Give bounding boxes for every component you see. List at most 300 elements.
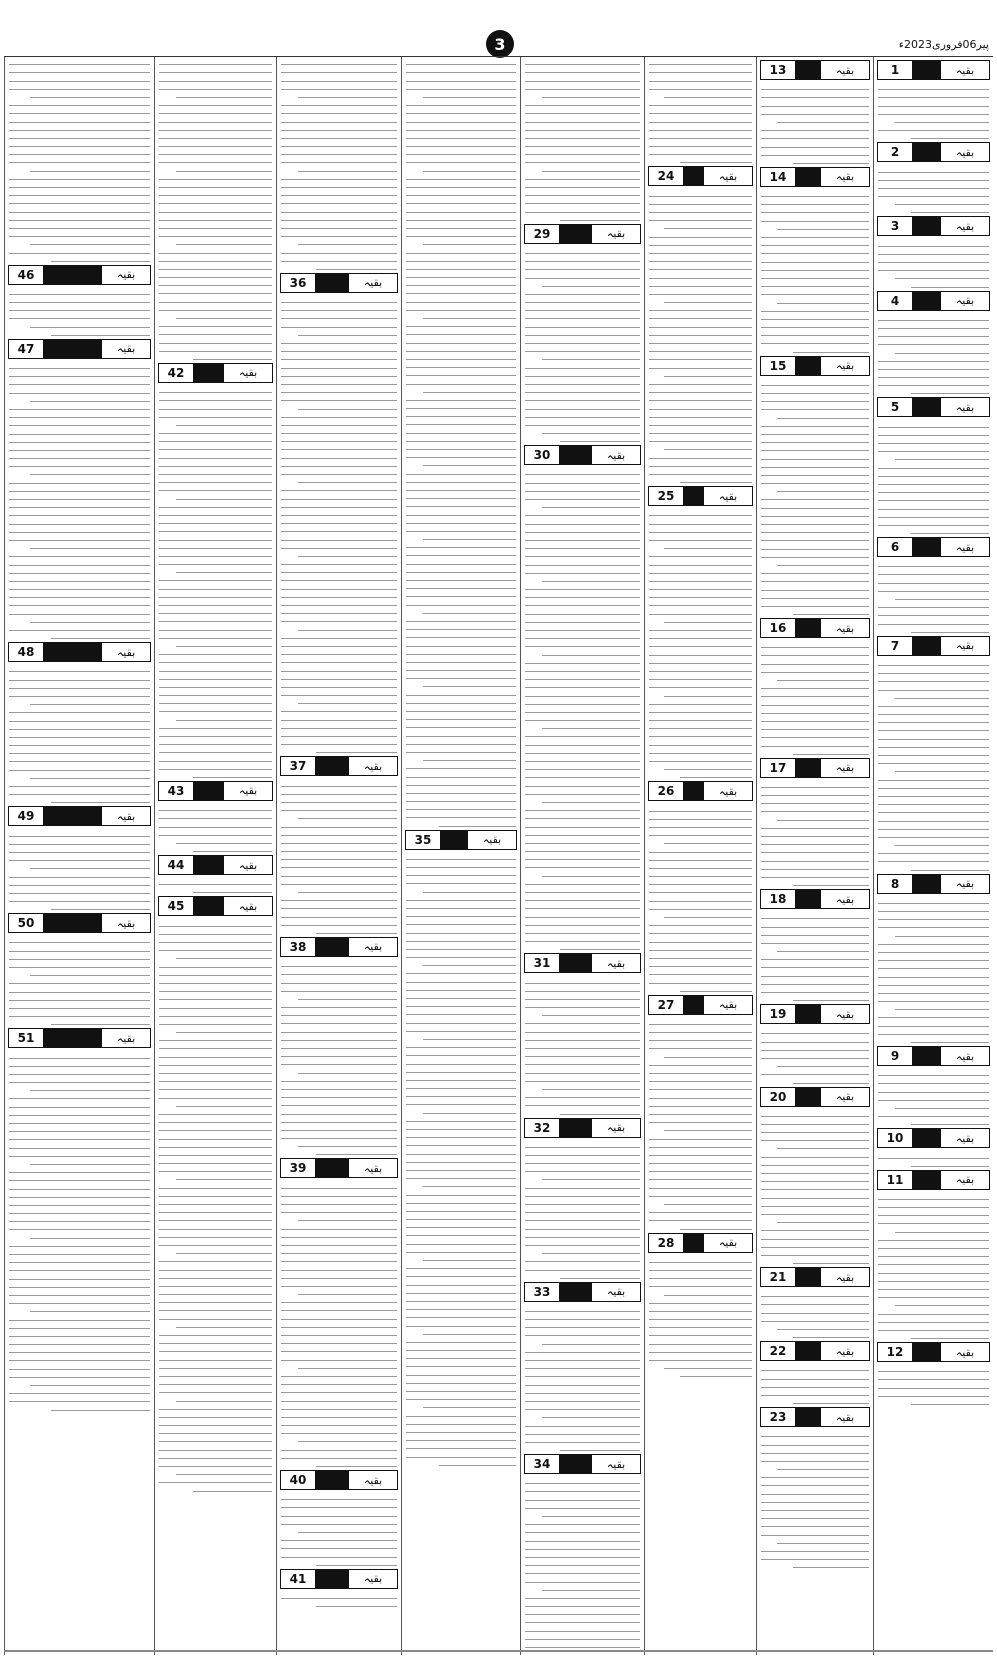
tag-bar [796, 890, 821, 908]
text-line [406, 564, 516, 565]
text-line [761, 1042, 869, 1043]
text-line [525, 1237, 640, 1238]
text-line [159, 458, 272, 459]
continuation-number: 15 [761, 357, 796, 375]
text-line [911, 1404, 989, 1405]
text-line [281, 794, 397, 795]
text-line [761, 828, 869, 829]
text-line [525, 1409, 640, 1410]
text-line [406, 1170, 516, 1171]
text-line [406, 588, 516, 589]
text-line [649, 663, 752, 664]
text-line [525, 491, 640, 492]
text-line [406, 1252, 516, 1253]
text-line [878, 1223, 989, 1224]
text-line [406, 1203, 516, 1204]
continuation-tag [8, 806, 151, 826]
text-line [159, 983, 272, 984]
text-line [281, 441, 397, 442]
text-line [406, 1055, 516, 1056]
text-line [159, 351, 272, 352]
text-line [525, 187, 640, 188]
text-line [159, 523, 272, 524]
text-line [281, 621, 397, 622]
text-line [281, 1130, 397, 1131]
continuation-label: بقیہ [224, 364, 272, 382]
continuation-tag [280, 1470, 398, 1490]
text-line [761, 1321, 869, 1322]
text-line [9, 187, 150, 188]
text-line [761, 1551, 869, 1552]
text-line [9, 89, 150, 90]
article-text-block [159, 918, 272, 1491]
text-line [525, 1426, 640, 1427]
text-line [525, 859, 640, 860]
text-line [406, 506, 516, 507]
text-line [281, 1261, 397, 1262]
text-line [649, 1188, 752, 1189]
text-line [649, 466, 752, 467]
text-line [159, 613, 272, 614]
text-line [159, 1188, 272, 1189]
text-line [9, 1344, 150, 1345]
text-line [281, 400, 397, 401]
text-line [406, 1137, 516, 1138]
tag-bar [796, 357, 821, 375]
text-line [406, 990, 516, 991]
text-line [281, 827, 397, 828]
text-line [9, 770, 150, 771]
text-line [761, 1050, 869, 1051]
text-line [793, 1000, 869, 1001]
text-line [761, 1206, 869, 1207]
text-line [281, 1343, 397, 1344]
text-line [649, 1139, 752, 1140]
text-line [281, 368, 397, 369]
continuation-number: 12 [878, 1343, 913, 1361]
text-line [664, 302, 752, 303]
text-line [761, 959, 869, 960]
continuation-label: بقیہ [102, 643, 150, 661]
text-line [281, 1302, 397, 1303]
text-line [9, 737, 150, 738]
text-line [30, 474, 150, 475]
text-line [525, 917, 640, 918]
tag-bar [684, 782, 704, 800]
text-line [525, 1434, 640, 1435]
continuation-tag [877, 397, 990, 417]
text-line [159, 662, 272, 663]
text-line [406, 515, 516, 516]
text-line [911, 212, 989, 213]
text-line [525, 343, 640, 344]
tag-bar [796, 168, 821, 186]
text-line [542, 876, 640, 877]
article-text-block [525, 1476, 640, 1655]
text-line [525, 679, 640, 680]
text-line [525, 1097, 640, 1098]
text-line [649, 1212, 752, 1213]
text-line [525, 474, 640, 475]
text-line [878, 911, 989, 912]
text-line [525, 671, 640, 672]
article-text-block [761, 1363, 869, 1404]
continuation-label: بقیہ [704, 1234, 752, 1252]
continuation-number: 38 [281, 938, 316, 956]
text-line [878, 97, 989, 98]
text-line [406, 859, 516, 860]
text-line [542, 433, 640, 434]
text-line [542, 507, 640, 508]
continuation-number: 6 [878, 538, 913, 556]
text-line [525, 818, 640, 819]
text-line [406, 1080, 516, 1081]
text-line [9, 565, 150, 566]
text-line [298, 244, 397, 245]
text-line [281, 1507, 397, 1508]
text-line [406, 1178, 516, 1179]
text-line [281, 728, 397, 729]
text-line [560, 1450, 641, 1451]
text-line [423, 760, 517, 761]
text-line [159, 1417, 272, 1418]
text-line [176, 720, 272, 721]
text-line [9, 540, 150, 541]
text-line [878, 960, 989, 961]
text-line [9, 1287, 150, 1288]
text-line [159, 728, 272, 729]
text-line [649, 597, 752, 598]
text-line [298, 171, 397, 172]
text-line [761, 1510, 869, 1511]
text-line [878, 500, 989, 501]
article-text-block [159, 385, 272, 778]
text-line [406, 343, 516, 344]
continuation-tag [405, 830, 517, 850]
text-line [9, 138, 150, 139]
text-line [159, 1114, 272, 1115]
text-line [281, 1278, 397, 1279]
text-line [159, 1130, 272, 1131]
article-text-block [159, 57, 272, 360]
text-line [281, 925, 397, 926]
text-line [406, 941, 516, 942]
tag-bar [913, 875, 941, 893]
text-line [159, 1220, 272, 1221]
text-line [9, 877, 150, 878]
text-line [761, 1230, 869, 1231]
continuation-number: 1 [878, 61, 913, 79]
text-line [895, 1305, 989, 1306]
text-line [159, 228, 272, 229]
text-line [176, 97, 272, 98]
text-line [298, 556, 397, 557]
text-line [895, 698, 989, 699]
text-line [525, 417, 640, 418]
text-line [761, 1214, 869, 1215]
continuation-number: 51 [9, 1029, 44, 1047]
text-line [9, 1295, 150, 1296]
text-line [560, 1114, 641, 1115]
article-text-block [649, 508, 752, 778]
text-line [281, 1245, 397, 1246]
text-line [878, 1388, 989, 1389]
text-line [281, 548, 397, 549]
text-line [649, 220, 752, 221]
text-line [878, 780, 989, 781]
continuation-tag [158, 896, 273, 916]
text-line [281, 1516, 397, 1517]
text-line [761, 1453, 869, 1454]
text-line [761, 1559, 869, 1560]
text-line [9, 310, 150, 311]
text-line [649, 351, 752, 352]
text-line [525, 867, 640, 868]
text-line [316, 1606, 397, 1607]
text-line [525, 425, 640, 426]
text-line [525, 302, 640, 303]
text-line [281, 1064, 397, 1065]
text-line [281, 646, 397, 647]
continuation-number: 28 [649, 1234, 684, 1252]
text-line [30, 1385, 150, 1386]
text-line [298, 1146, 397, 1147]
text-line [525, 941, 640, 942]
text-line [281, 974, 397, 975]
tag-bar [560, 225, 592, 243]
text-line [649, 196, 752, 197]
text-line [406, 1006, 516, 1007]
continuation-label: بقیہ [224, 856, 272, 874]
text-line [911, 1166, 989, 1167]
text-line [281, 1138, 397, 1139]
text-line [878, 172, 989, 173]
text-line [664, 97, 752, 98]
text-line [406, 949, 516, 950]
continuation-label: بقیہ [941, 398, 989, 416]
text-line [439, 1465, 516, 1466]
text-line [281, 876, 397, 877]
text-line [298, 630, 397, 631]
continuation-number: 33 [525, 1283, 560, 1301]
text-line [159, 991, 272, 992]
tag-bar [796, 619, 821, 637]
text-line [30, 244, 150, 245]
text-line [525, 318, 640, 319]
text-line [761, 1198, 869, 1199]
text-line [649, 278, 752, 279]
text-line [281, 1081, 397, 1082]
text-line [664, 622, 752, 623]
continuation-tag [877, 1342, 990, 1362]
text-line [159, 64, 272, 65]
text-line [525, 327, 640, 328]
text-line [878, 1297, 989, 1298]
text-line [406, 310, 516, 311]
text-line [9, 844, 150, 845]
text-line [51, 802, 150, 803]
text-line [281, 1114, 397, 1115]
tag-bar [796, 1408, 821, 1426]
tag-bar [796, 1088, 821, 1106]
text-line [159, 711, 272, 712]
text-line [761, 311, 869, 312]
text-line [777, 491, 869, 492]
text-line [649, 1278, 752, 1279]
text-line [406, 1162, 516, 1163]
tag-bar [684, 487, 704, 505]
text-line [281, 64, 397, 65]
text-line [525, 753, 640, 754]
continuation-label: بقیہ [349, 1159, 397, 1177]
text-line [761, 795, 869, 796]
tag-bar [796, 1005, 821, 1023]
text-line [793, 1083, 869, 1084]
text-line [406, 1088, 516, 1089]
continuation-tag [8, 339, 151, 359]
article-text-block [281, 1492, 397, 1566]
text-line [9, 761, 150, 762]
text-line [159, 1245, 272, 1246]
continuation-label: بقیہ [704, 167, 752, 185]
text-line [9, 1058, 150, 1059]
text-line [9, 1082, 150, 1083]
text-line [649, 736, 752, 737]
text-line [761, 483, 869, 484]
continuation-number: 47 [9, 340, 44, 358]
text-line [406, 1309, 516, 1310]
text-line [406, 719, 516, 720]
text-line [281, 236, 397, 237]
article-text-block [649, 57, 752, 163]
text-line [281, 711, 397, 712]
text-line [680, 482, 752, 483]
text-line [761, 1116, 869, 1117]
text-line [159, 589, 272, 590]
text-line [649, 974, 752, 975]
text-line [525, 1401, 640, 1402]
text-line [878, 525, 989, 526]
text-line [878, 812, 989, 813]
text-line [525, 1639, 640, 1640]
text-line [649, 327, 752, 328]
text-line [525, 1557, 640, 1558]
text-line [525, 786, 640, 787]
text-line [761, 590, 869, 591]
text-line [159, 1310, 272, 1311]
text-line [176, 318, 272, 319]
text-line [159, 400, 272, 401]
text-line [542, 655, 640, 656]
continuation-number: 39 [281, 1159, 316, 1177]
text-line [406, 375, 516, 376]
text-line [649, 679, 752, 680]
text-line [406, 1276, 516, 1277]
text-line [9, 1107, 150, 1108]
text-line [159, 671, 272, 672]
text-line [525, 1204, 640, 1205]
text-line [281, 1048, 397, 1049]
text-line [9, 1180, 150, 1181]
continuation-number: 29 [525, 225, 560, 243]
text-line [281, 1409, 397, 1410]
text-line [159, 1286, 272, 1287]
text-line [525, 1073, 640, 1074]
text-line [911, 393, 989, 394]
text-line [525, 105, 640, 106]
text-line [761, 787, 869, 788]
continuation-tag [524, 445, 641, 465]
text-line [281, 523, 397, 524]
text-line [281, 638, 397, 639]
text-line [525, 212, 640, 213]
text-line [525, 605, 640, 606]
text-line [281, 851, 397, 852]
tag-bar [796, 61, 821, 79]
text-line [406, 1154, 516, 1155]
text-line [649, 1286, 752, 1287]
article-text-block [525, 246, 640, 443]
continuation-label: بقیہ [941, 1343, 989, 1361]
text-line [777, 820, 869, 821]
text-line [9, 1066, 150, 1067]
text-line [761, 598, 869, 599]
text-line [761, 1526, 869, 1527]
tag-bar [560, 446, 592, 464]
text-line [525, 614, 640, 615]
article-text-block [649, 1017, 752, 1230]
text-line [649, 835, 752, 836]
tag-bar [913, 1047, 941, 1065]
text-line [9, 696, 150, 697]
text-line [761, 861, 869, 862]
article-text-block [761, 911, 869, 1001]
text-line [159, 1335, 272, 1336]
continuation-tag [760, 758, 870, 778]
text-line [159, 187, 272, 188]
text-line [793, 885, 869, 886]
text-line [761, 581, 869, 582]
text-line [406, 1375, 516, 1376]
text-line [664, 376, 752, 377]
text-line [9, 1205, 150, 1206]
text-line [761, 606, 869, 607]
text-line [159, 1441, 272, 1442]
text-line [525, 261, 640, 262]
text-line [525, 1147, 640, 1148]
text-line [30, 1090, 150, 1091]
text-line [649, 687, 752, 688]
text-line [406, 1072, 516, 1073]
text-line [176, 1253, 272, 1254]
text-line [649, 261, 752, 262]
text-line [761, 557, 869, 558]
text-line [159, 1016, 272, 1017]
text-line [911, 1338, 989, 1339]
text-line [159, 736, 272, 737]
text-line [649, 1335, 752, 1336]
continuation-tag [524, 1454, 641, 1474]
continuation-number: 18 [761, 890, 796, 908]
text-line [525, 1023, 640, 1024]
text-line [525, 638, 640, 639]
text-line [649, 942, 752, 943]
text-line [281, 1384, 397, 1385]
text-line [406, 326, 516, 327]
text-line [406, 924, 516, 925]
text-line [761, 475, 869, 476]
text-line [761, 343, 869, 344]
